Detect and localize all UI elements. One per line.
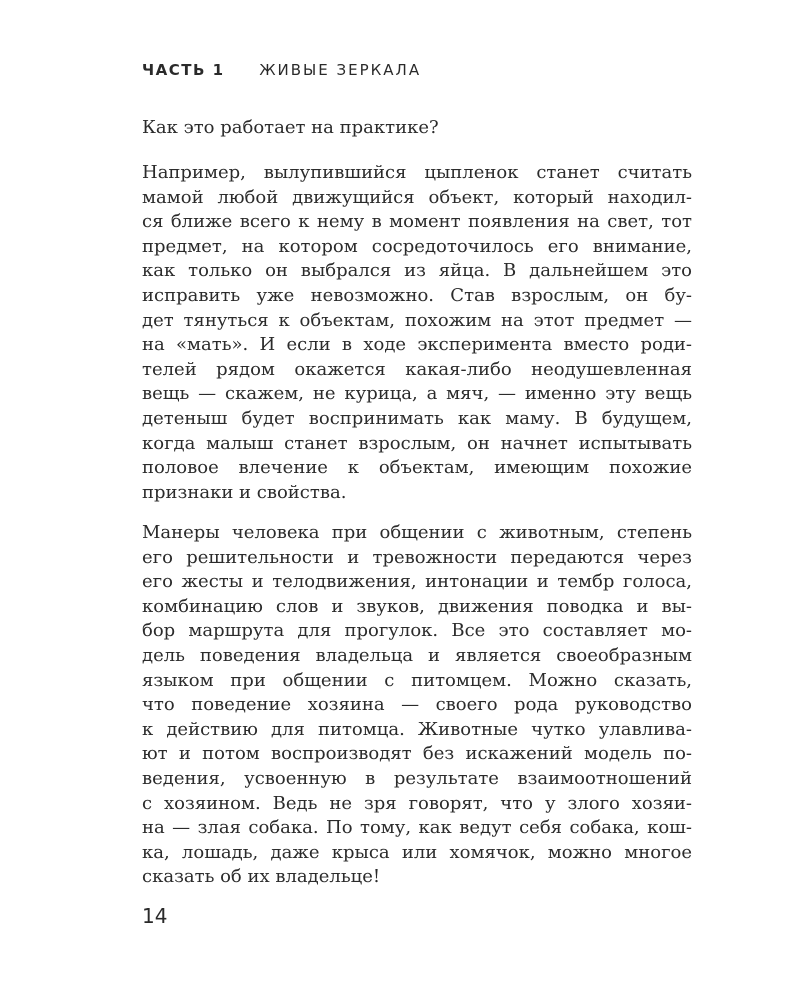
chapter-part-label: ЧАСТЬ 1 [142, 61, 225, 79]
text-line: как только он выбрался из яйца. В дальнейшем это [142, 260, 692, 282]
text-line: что поведение хозяина — своего рода руководство [142, 694, 692, 716]
text-line: ведения, усвоенную в результате взаимоотношений [142, 767, 692, 789]
text-line: Манеры человека при общении с животным, степень [142, 522, 692, 543]
text-line: дель поведения владельца и является своеобразным [142, 644, 692, 666]
paragraph-2 [142, 521, 692, 890]
text-line: вещь — скажем, не курица, а мяч, — именно эту вещь [142, 383, 692, 405]
text-line: исправить уже невозможно. Став взрослым, он бу- [142, 284, 692, 306]
chapter-title: ЖИВЫЕ ЗЕРКАЛА [259, 61, 422, 79]
text-line: детеныш будет воспринимать как маму. В будущем, [142, 407, 692, 429]
text-line: с хозяином. Ведь не зря говорят, что у злого хозяи- [142, 792, 692, 814]
text-line: половое влечение к объектам, имеющим похожие [142, 457, 692, 479]
text-line: его жесты и телодвижения, интонации и тембр голоса, [142, 571, 692, 593]
question-line: Как это работает на практике? [142, 117, 439, 138]
text-line: дет тянуться к объектам, похожим на этот предмет — [142, 309, 692, 331]
running-header [142, 61, 421, 79]
text-line: комбинацию слов и звуков, движения поводка и вы- [142, 595, 692, 617]
text-line: на — злая собака. По тому, как ведут себя собака, кош- [142, 817, 692, 839]
text-line: сказать об их владельце! [142, 866, 381, 888]
text-line: бор маршрута для прогулок. Все это составляет мо- [142, 620, 692, 642]
text-line: предмет, на котором сосредоточилось его внимание, [142, 235, 692, 257]
text-line: языком при общении с питомцем. Можно сказать, [142, 669, 692, 691]
paragraph-1 [142, 161, 692, 505]
text-line: телей рядом окажется какая-либо неодушевленная [142, 358, 692, 380]
text-line: на «мать». И если в ходе эксперимента вместо роди- [142, 334, 692, 356]
text-line: мамой любой движущийся объект, который находил- [142, 186, 692, 208]
text-line: ся ближе всего к нему в момент появления на свет, тот [142, 211, 692, 233]
text-line: ют и потом воспроизводят без искажений модель по- [142, 743, 692, 765]
text-line: к действию для питомца. Животные чутко улавлива- [142, 718, 692, 740]
text-line: когда малыш станет взрослым, он начнет испытывать [142, 432, 692, 454]
text-line: признаки и свойства. [142, 481, 347, 503]
text-line: ка, лошадь, даже крыса или хомячок, можно многое [142, 841, 692, 863]
page-number: 14 [142, 904, 168, 928]
text-line: его решительности и тревожности передаются через [142, 546, 692, 568]
text-line: Например, вылупившийся цыпленок станет считать [142, 162, 692, 183]
